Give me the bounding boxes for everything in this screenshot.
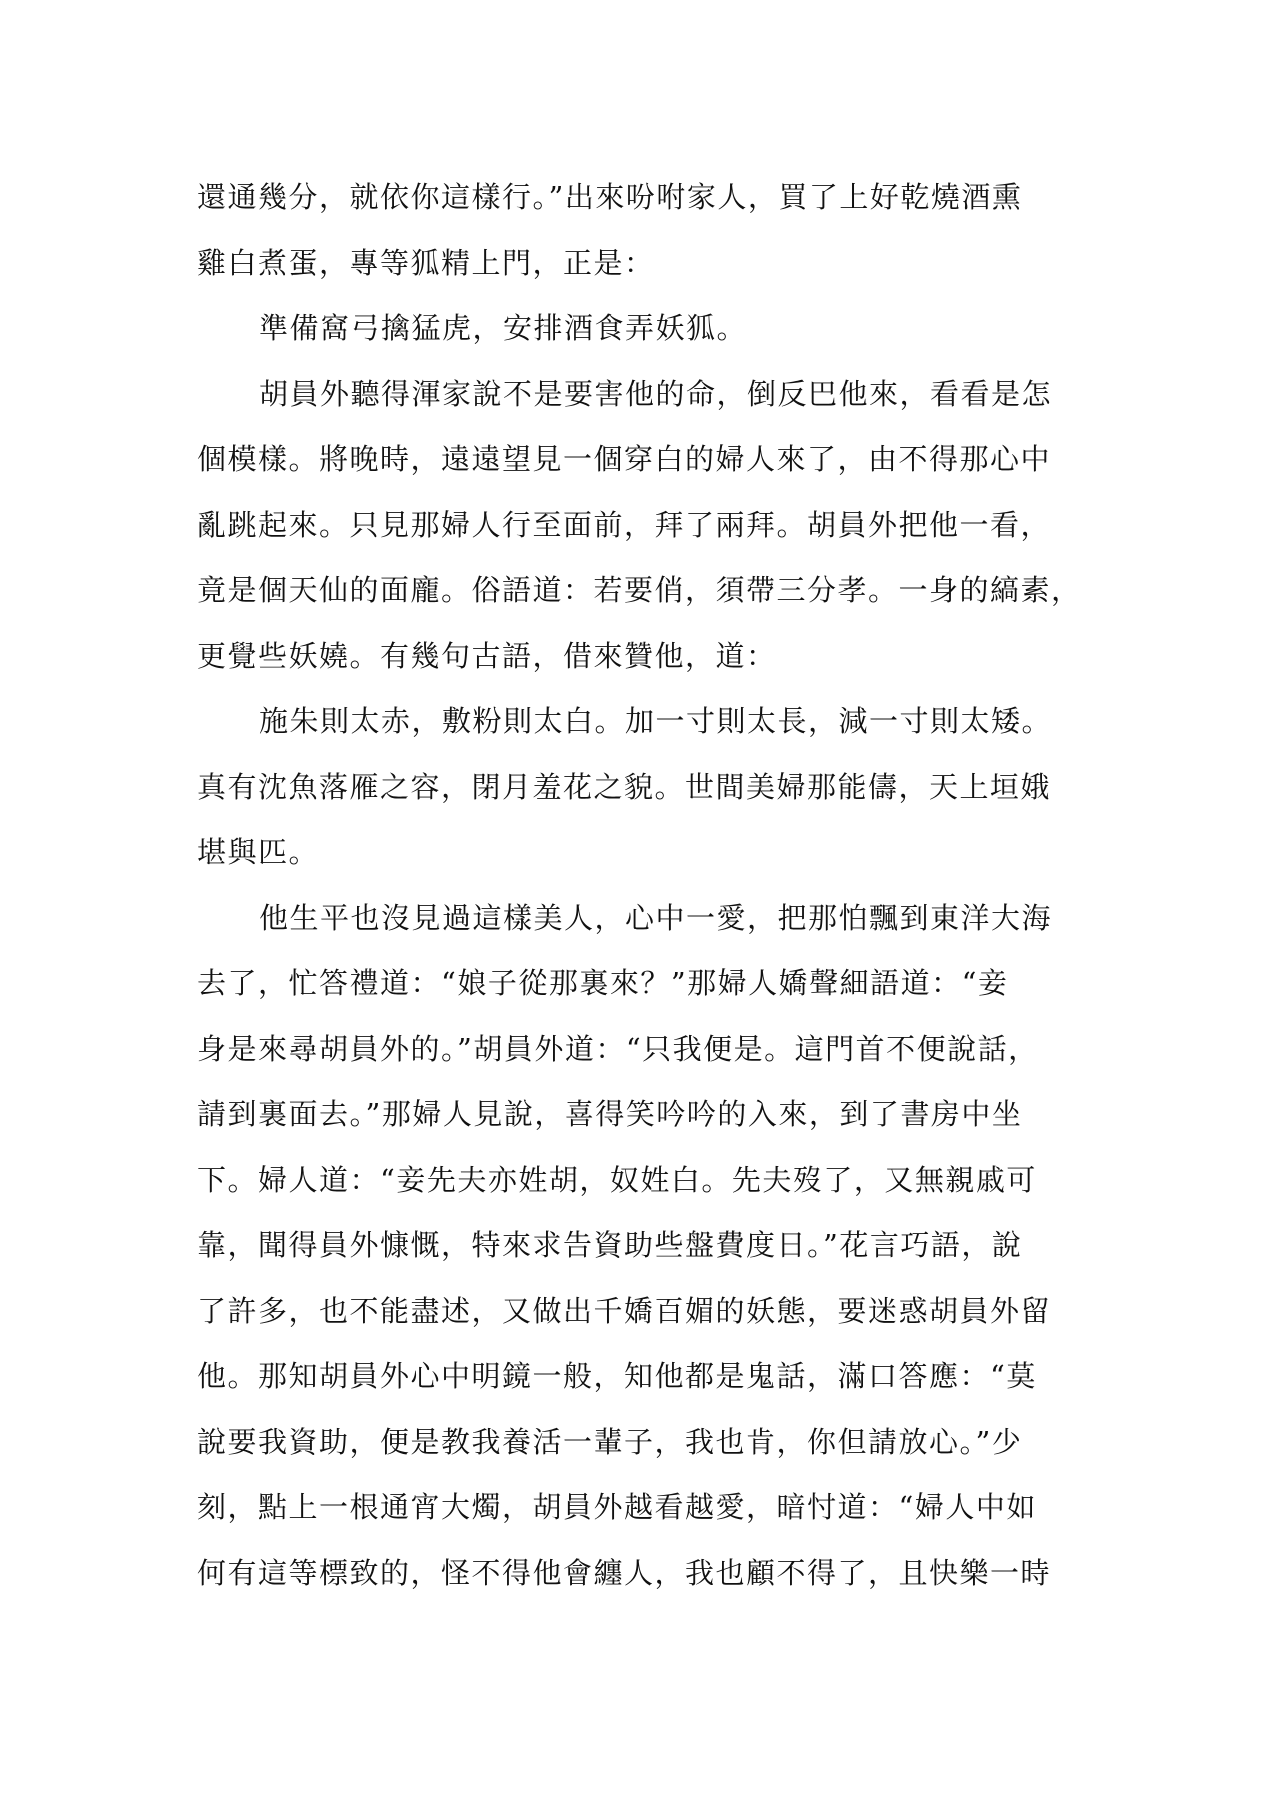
text-line: 靠，聞得員外慷慨，特來求告資助些盤費度日。”花言巧語，說 [197, 1228, 1023, 1262]
text-line: 他。那知胡員外心中明鏡一般，知他都是鬼話，滿口答應：“莫 [197, 1359, 1037, 1393]
text-line: 何有這等標致的，怪不得他會纏人，我也顧不得了，且快樂一時 [197, 1555, 1052, 1590]
text-line: 請到裏面去。”那婦人見說，喜得笑吟吟的入來，到了書房中坐 [197, 1097, 1023, 1131]
text-line: 還通幾分，就依你這樣行。”出來吩咐家人，買了上好乾燒酒熏 [197, 180, 1023, 214]
text-line: 刻，點上一根通宵大燭，胡員外越看越愛，暗忖道：“婦人中如 [197, 1490, 1037, 1524]
text-line: 了許多，也不能盡述，又做出千嬌百媚的妖態，要迷惑胡員外留 [197, 1293, 1052, 1328]
text-line: 真有沈魚落雁之容，閉月羞花之貌。世間美婦那能儔，天上垣娥 [197, 769, 1052, 804]
text-line: 個模樣。將晚時，遠遠望見一個穿白的婦人來了，由不得那心中 [197, 442, 1052, 476]
text-line: 雞白煮蛋，專等狐精上門，正是： [197, 245, 655, 280]
text-line: 更覺些妖嬈。有幾句古語，借來贊他，道： [197, 638, 777, 673]
text-line: 亂跳起來。只見那婦人行至面前，拜了兩拜。胡員外把他一看， [197, 507, 1052, 542]
text-line: 下。婦人道：“妾先夫亦姓胡，奴姓白。先夫歿了，又無親戚可 [197, 1162, 1037, 1197]
paragraph-start-line: 他生平也沒見過這樣美人，心中一愛，把那怕飄到東洋大海 [259, 900, 1053, 935]
text-line: 去了，忙答禮道：“娘子從那裏來？”那婦人嬌聲細語道：“妾 [197, 966, 1009, 1000]
text-line: 身是來尋胡員外的。”胡員外道：“只我便是。這門首不便說話， [197, 1031, 1039, 1066]
text-line: 竟是個天仙的面龐。俗語道：若要俏，須帶三分孝。一身的縞素， [197, 573, 1082, 607]
body-text [197, 165, 1087, 1606]
verse-line: 準備窩弓擒猛虎，安排酒食弄妖狐。 [259, 311, 748, 345]
text-line: 堪與匹。 [197, 835, 320, 869]
paragraph-start-line: 胡員外聽得渾家說不是要害他的命，倒反巴他來，看看是怎 [259, 376, 1053, 411]
verse-line: 施朱則太赤，敷粉則太白。加一寸則太長，減一寸則太矮。 [259, 704, 1053, 738]
text-line: 說要我資助，便是教我養活一輩子，我也肯，你但請放心。”少 [197, 1424, 1023, 1459]
